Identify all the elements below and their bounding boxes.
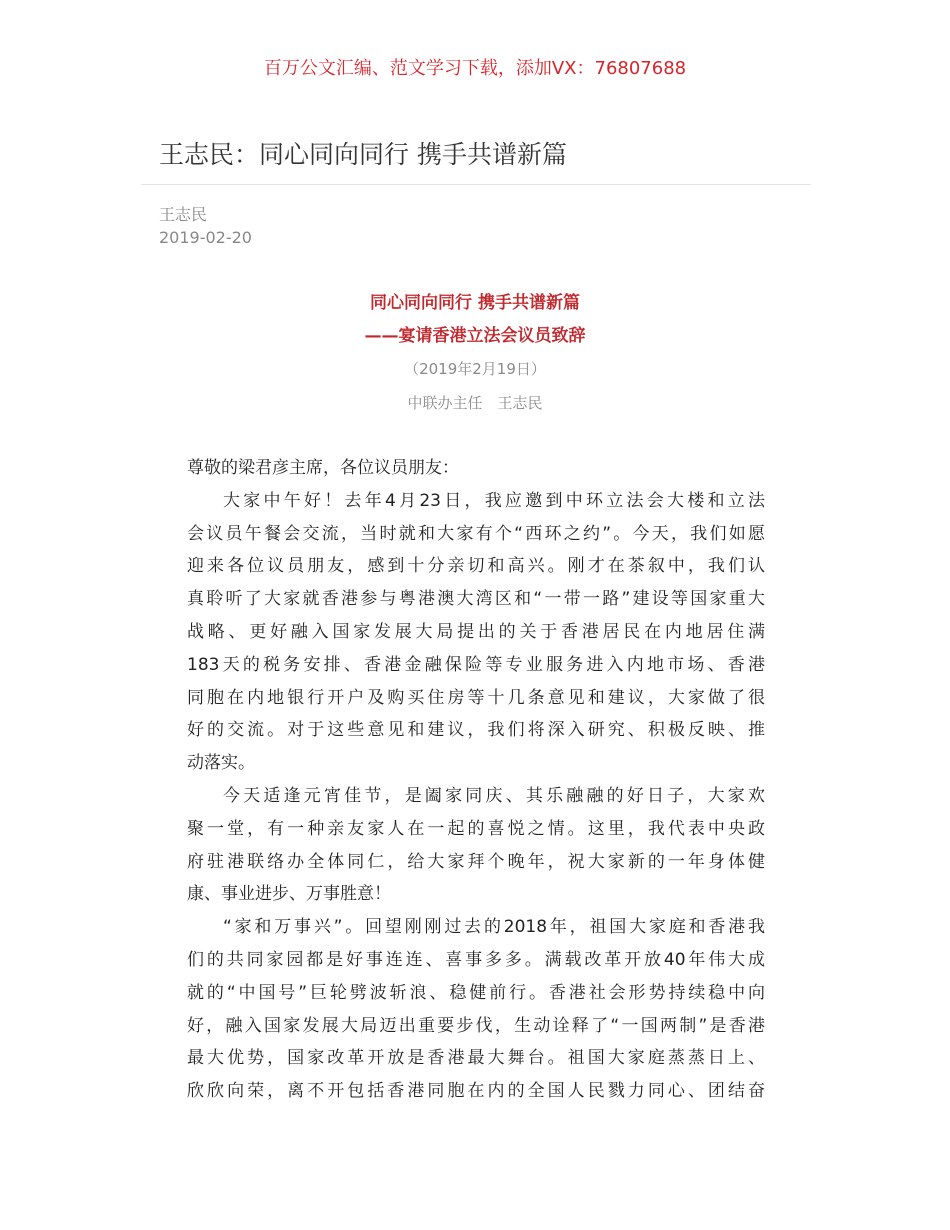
body-line: 今天适逢元宵佳节，是阖家同庆、其乐融融的好日子，大家欢	[223, 785, 765, 806]
body-line: 欣欣向荣，离不开包括香港同胞在内的全国人民戮力同心、团结奋	[187, 1081, 765, 1102]
body-line: 动落实。	[187, 753, 255, 774]
speech-date: （2019年2月19日）	[404, 360, 546, 378]
body-line: 聚一堂，有一种亲友家人在一起的喜悦之情。这里，我代表中央政	[187, 818, 765, 839]
body-line: “家和万事兴”。回望刚刚过去的2018年，祖国大家庭和香港我	[223, 917, 765, 938]
speech-speaker: 中联办主任 王志民	[407, 394, 543, 412]
salutation: 尊敬的梁君彦主席，各位议员朋友：	[187, 458, 459, 478]
page-title: 王志民：同心同向同行 携手共谱新篇	[159, 140, 567, 169]
title-divider	[141, 184, 811, 185]
body-line: 府驻港联络办全体同仁，给大家拜个晚年，祝大家新的一年身体健	[187, 851, 765, 872]
body-line: 康、事业进步、万事胜意！	[187, 884, 391, 905]
article-body	[187, 452, 765, 1108]
body-line: 好的交流。对于这些意见和建议，我们将深入研究、积极反映、推	[187, 720, 765, 741]
body-line: 同胞在内地银行开户及购买住房等十几条意见和建议，大家做了很	[187, 687, 765, 708]
body-line: 真聆听了大家就香港参与粤港澳大湾区和“一带一路”建设等国家重大	[187, 589, 765, 610]
article-date: 2019-02-20	[159, 228, 252, 247]
body-line: 好，融入国家发展大局迈出重要步伐，生动诠释了“一国两制”是香港	[187, 1015, 765, 1036]
body-line: 迎来各位议员朋友，感到十分亲切和高兴。刚才在茶叙中，我们认	[187, 556, 765, 577]
speech-heading: 同心同向同行 携手共谱新篇	[370, 293, 580, 313]
body-line: 战略、更好融入国家发展大局提出的关于香港居民在内地居住满	[187, 621, 765, 642]
article-author: 王志民	[159, 205, 208, 224]
body-line: 们的共同家园都是好事连连、喜事多多。满载改革开放40年伟大成	[187, 949, 765, 970]
body-line: 183天的税务安排、香港金融保险等专业服务进入内地市场、香港	[187, 654, 765, 675]
body-line: 最大优势，国家改革开放是香港最大舞台。祖国大家庭蒸蒸日上、	[187, 1048, 765, 1069]
speech-subheading: ——宴请香港立法会议员致辞	[364, 326, 586, 346]
body-line: 大家中午好！去年4月23日，我应邀到中环立法会大楼和立法	[223, 490, 765, 511]
body-line: 会议员午餐会交流，当时就和大家有个“西环之约”。今天，我们如愿	[187, 523, 765, 544]
body-line: 就的“中国号”巨轮劈波斩浪、稳健前行。香港社会形势持续稳中向	[187, 982, 765, 1003]
watermark-banner: 百万公文汇编、范文学习下载，添加VX：76807688	[263, 58, 687, 79]
